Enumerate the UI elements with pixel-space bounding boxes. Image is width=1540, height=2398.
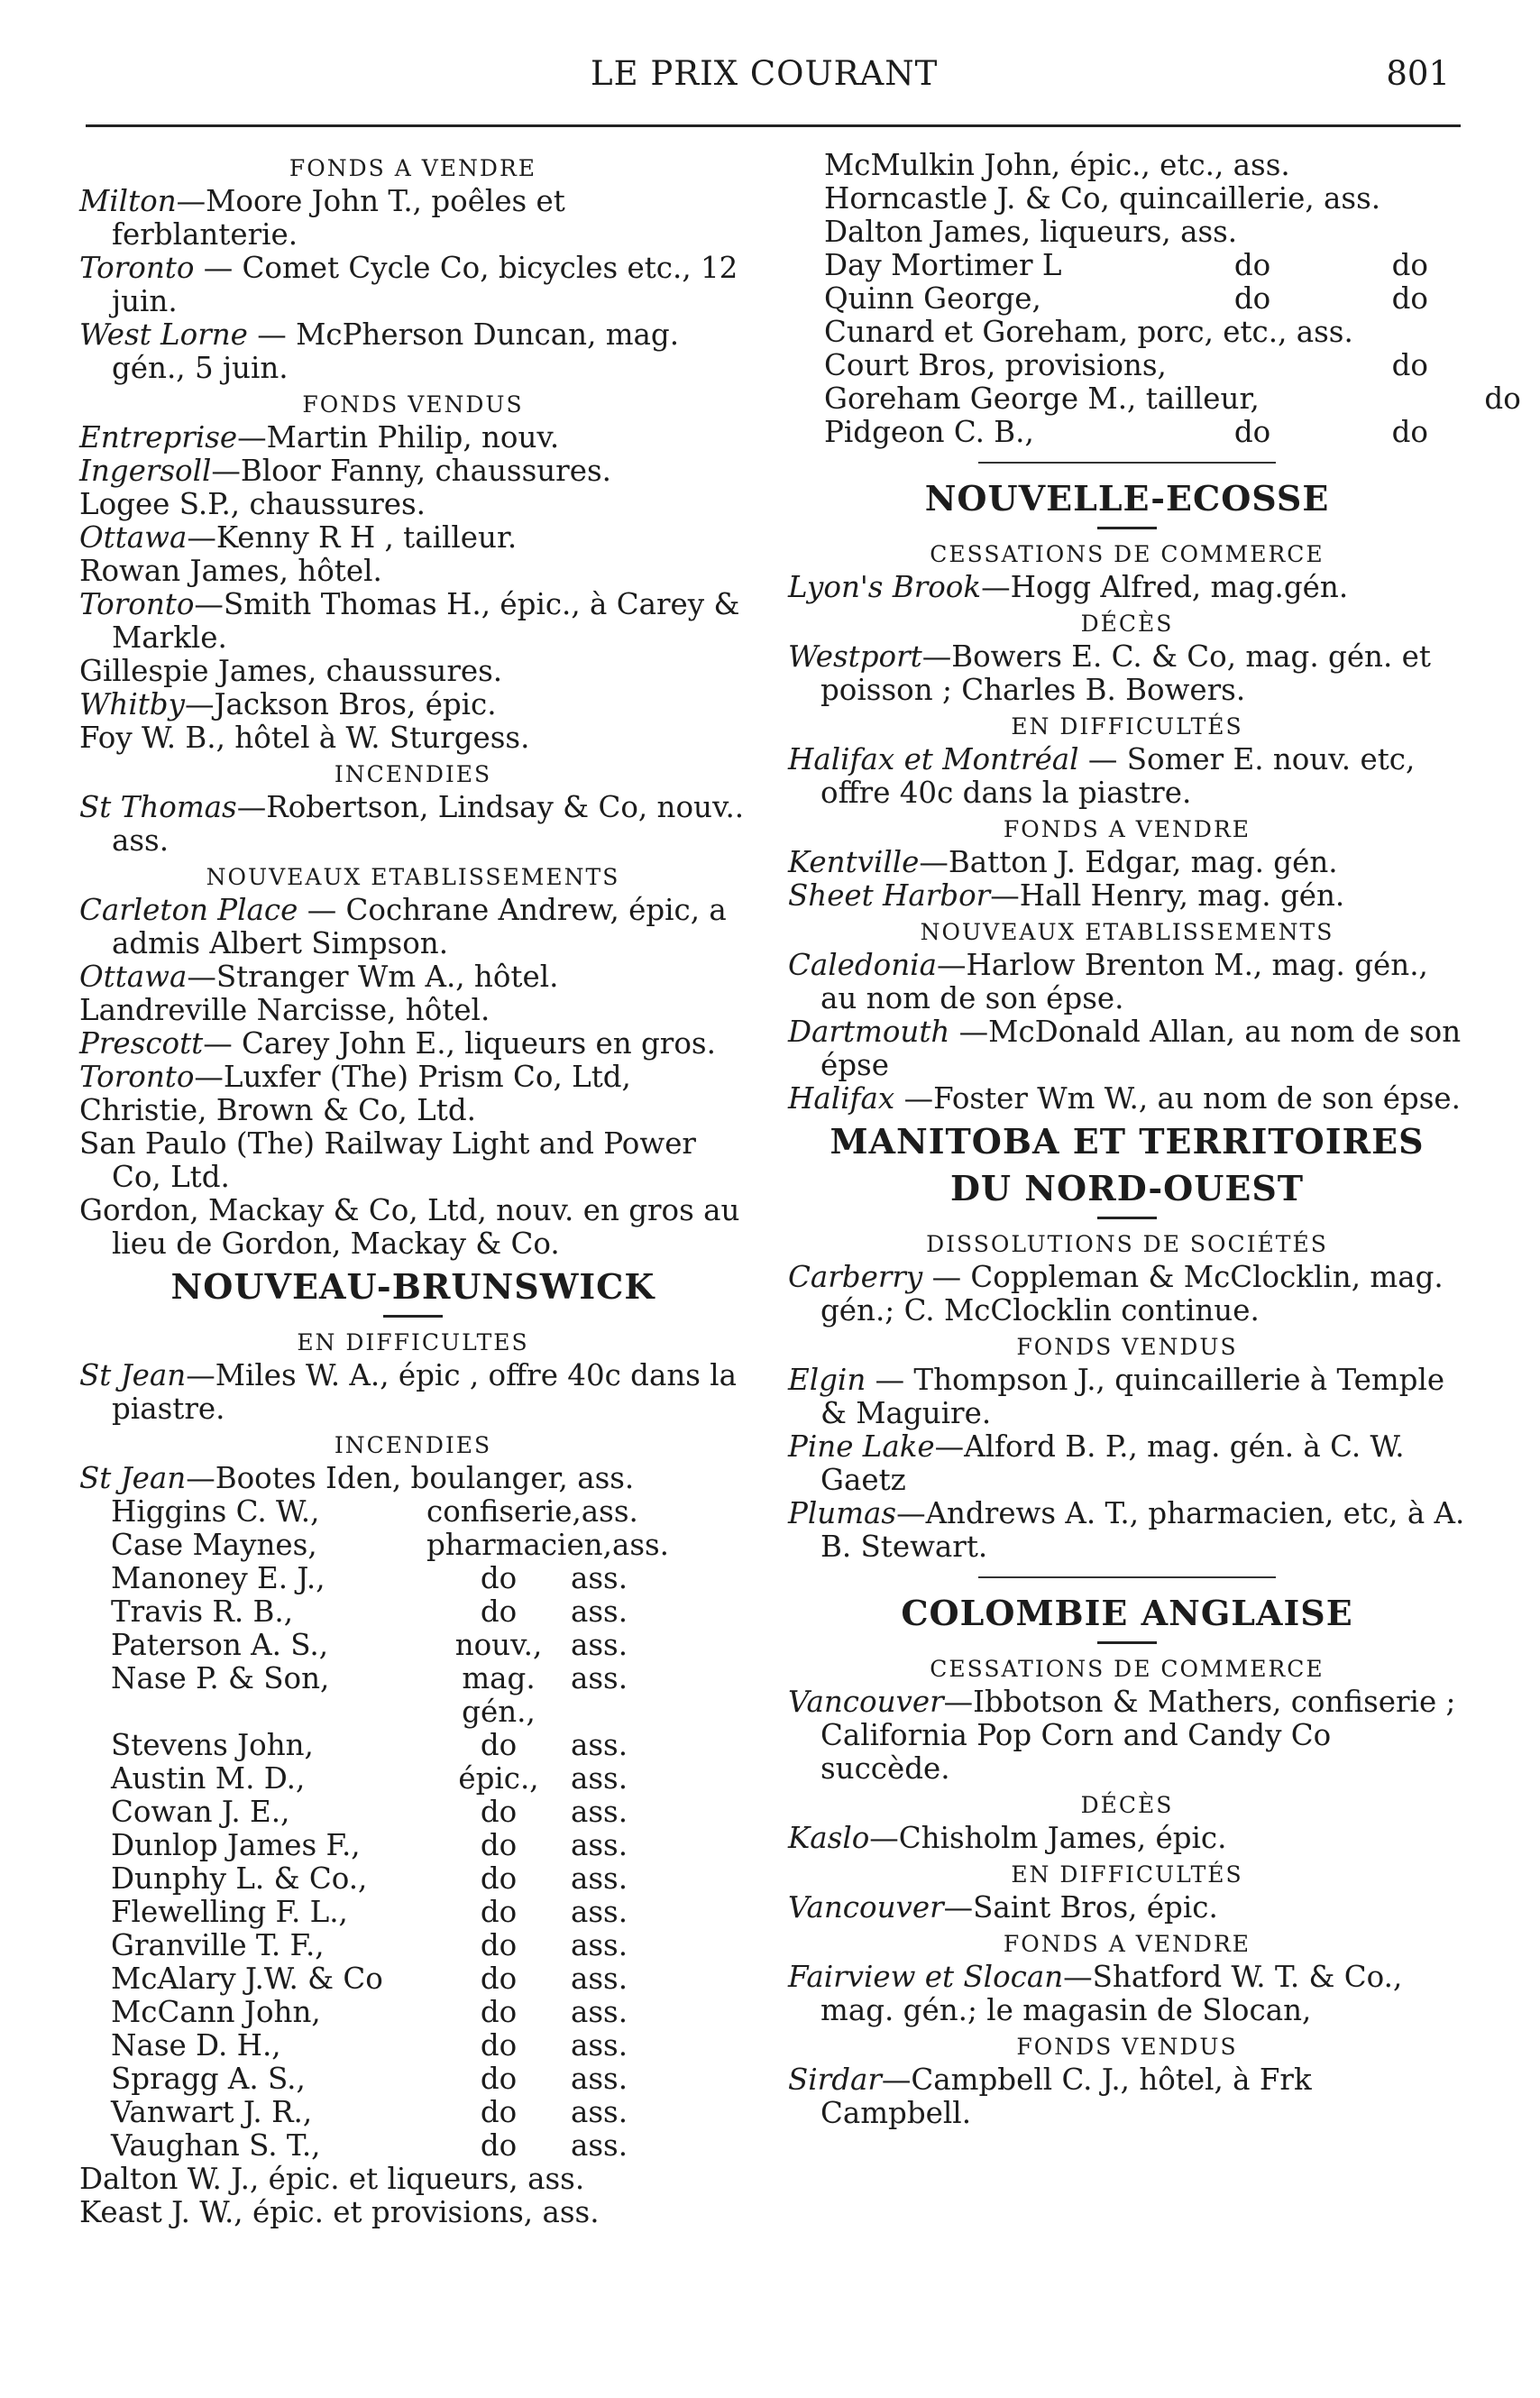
listing-entry: Lyon's Brook—Hogg Alfred, mag.gén. [788,570,1349,604]
listing-row [79,2096,747,2129]
listing-entry: Milton—Moore John T., poêles et ferblanterie. [79,184,565,252]
section-rule [1097,1217,1157,1219]
section-heading: DÉCÈS [1080,611,1174,637]
listing-entry: Plumas—Andrews A. T., pharmacien, etc, à A. B. Stewart. [788,1496,1465,1564]
listing-name: Austin M. D., [111,1761,306,1796]
listing-trade [1380,182,1540,216]
header-rule [86,124,1461,127]
listing-status: ass. [571,2028,628,2063]
listing-entry: Landreville Narcisse, hôtel. [79,993,490,1027]
listing-trade [1353,316,1525,349]
listing-trade: do [480,1928,518,1962]
province-heading: COLOMBIE ANGLAISE [901,1593,1353,1633]
listing-row [788,249,1466,282]
listing-trade: confiserie, [426,1494,582,1529]
listing-trade: épic., [458,1761,539,1796]
listing-entry: Gordon, Mackay & Co, Ltd, nouv. en gros au lieu de Gordon, Mackay & Co. [79,1193,740,1261]
section-heading: INCENDIES [334,761,492,787]
listing-entry: Entreprise—Martin Philip, nouv. [79,420,560,455]
section-heading: EN DIFFICULTÉS [1011,713,1243,740]
listing-name: Nase P. & Son, [111,1661,330,1695]
right-column [788,148,1521,2130]
listing-trade [1290,149,1462,182]
listing-trade [1260,382,1431,416]
continued-listing [788,148,1521,449]
listing-entry: Toronto—Luxfer (The) Prism Co, Ltd, [79,1060,631,1094]
listing-name: Quinn George, [824,281,1041,316]
listing-name: Nase D. H., [111,2028,281,2063]
listing-trade: do [480,2128,518,2163]
listing-trade: do [480,1795,518,1829]
page-header [0,54,1540,108]
listing-entry: Prescott— Carey John E., liqueurs en gros. [79,1026,716,1061]
listing-name: Paterson A. S., [111,1628,329,1662]
section-heading: INCENDIES [334,1432,492,1458]
listing-status: ass. [571,1995,628,2029]
listing-status: ass. [571,1962,628,1996]
section-heading: CESSATIONS DE COMMERCE [930,1656,1325,1682]
listing-row [788,316,1466,349]
listing-entry: Caledonia—Harlow Brenton M., mag. gén., au nom de son épse. [788,948,1428,1015]
listing-trade: do [480,1728,518,1762]
listing-entry: Logee S.P., chaussures. [79,487,426,521]
listing-name: Pidgeon C. B., [824,415,1034,449]
listing-status: ass. [571,1594,628,1629]
listing-entry: Rowan James, hôtel. [79,554,382,588]
listing-trade: do [480,2062,518,2096]
listing-name: Dunphy L. & Co., [111,1861,368,1896]
listing-name: Cowan J. E., [111,1795,290,1829]
listing-status: ass. [611,1528,670,1562]
section-heading: DÉCÈS [1080,1792,1174,1818]
listing-trade: do [1233,248,1271,282]
section-rule [1097,1641,1157,1644]
listing-row [79,1929,747,1962]
listing-entry: Halifax —Foster Wm W., au nom de son épse. [788,1081,1461,1116]
section-heading: EN DIFFICULTES [297,1329,529,1355]
listing-trade: do [480,1995,518,2029]
listing-entry: St Jean—Miles W. A., épic , offre 40c dans la piastre. [79,1358,738,1426]
listing-row [788,416,1466,449]
listing-row [79,1595,747,1629]
listing-status [1525,316,1540,349]
listing-trade: do [480,1594,518,1629]
section-rule [978,462,1276,464]
listing-entry: Carleton Place — Cochrane Andrew, épic, a admis Albert Simpson. [79,893,727,960]
listing-status: ass. [571,2095,628,2129]
listing-status: do [1391,248,1428,282]
listing-status: do [1484,381,1521,416]
listing-status: ass. [571,1661,628,1695]
listing-status: ass. [571,1561,628,1595]
listing-entry: Sirdar—Campbell C. J., hôtel, à Frk Campbell. [788,2063,1312,2130]
province-heading: NOUVELLE-ECOSSE [924,478,1330,519]
listing-entry: Toronto—Smith Thomas H., épic., à Carey & Markle. [79,587,740,655]
listing-status: ass. [571,1761,628,1796]
listing-trade: do [480,1962,518,1996]
journal-title: LE PRIX COURANT [591,54,939,93]
listing-name: Goreham George M., tailleur, [824,381,1260,416]
listing-entry: Pine Lake—Alford B. P., mag. gén. à C. W. Gaetz [788,1429,1405,1497]
listing-status: ass. [571,1728,628,1762]
section-rule [978,1576,1276,1578]
listing-row [788,216,1466,249]
listing-entry: Dartmouth —McDonald Allan, au nom de son épse [788,1015,1462,1082]
listing-status: ass. [571,2128,628,2163]
listing-row [79,1729,747,1762]
listing-status: ass. [581,1494,638,1529]
listing-entry: Carberry — Coppleman & McClocklin, mag. gén.; C. McClocklin continue. [788,1260,1444,1328]
listing-status: ass. [571,1628,628,1662]
listing-entry: San Paulo (The) Railway Light and Power Co, Ltd. [79,1126,696,1194]
listing-entry: St Thomas—Robertson, Lindsay & Co, nouv.. ass. [79,790,745,858]
listing-entry: Foy W. B., hôtel à W. Sturgess. [79,721,530,755]
listing-trade [1237,216,1408,249]
listing-row [788,349,1466,382]
listing-trade: nouv., [454,1628,543,1662]
listing-entry: St Jean—Bootes Iden, boulanger, ass. [79,1461,635,1495]
listing-name: Vanwart J. R., [111,2095,313,2129]
listing-row [79,2129,747,2163]
section-heading: FONDS VENDUS [1016,2034,1238,2060]
listing-status: do [1391,348,1428,382]
listing-row [79,1829,747,1862]
listing-entry: Dalton W. J., épic. et liqueurs, ass. [79,2162,585,2196]
listing-entry: Gillespie James, chaussures. [79,654,503,688]
page-number: 801 [1386,54,1450,93]
listing-name: McMulkin John, épic., etc., ass. [824,148,1290,182]
listing-trade: do [480,1895,518,1929]
listing-name: Horncastle J. & Co, quincaillerie, ass. [824,181,1381,216]
listing-entry: Toronto — Comet Cycle Co, bicycles etc., 12 juin. [79,251,738,318]
listing-entry: Halifax et Montréal — Somer E. nouv. etc, offre 40c dans la piastre. [788,742,1416,810]
listing-entry: Vancouver—Ibbotson & Mathers, confiserie ; California Pop Corn and Candy Co succède. [788,1685,1456,1786]
section-heading: NOUVEAUX ETABLISSEMENTS [920,919,1334,945]
listing-row [79,1762,747,1796]
section-heading: FONDS VENDUS [1016,1334,1238,1360]
listing-name: Travis R. B., [111,1594,294,1629]
listing-trade: do [480,1561,518,1595]
listing-status: do [1391,281,1428,316]
listing-row [79,2063,747,2096]
listing-name: Granville T. F., [111,1928,325,1962]
listing-row [79,1529,747,1562]
section-heading: DISSOLUTIONS DE SOCIÉTÉS [926,1231,1328,1257]
listing-entry: Christie, Brown & Co, Ltd. [79,1093,476,1127]
listing-name: Vaughan S. T., [111,2128,321,2163]
listing-status: ass. [571,1861,628,1896]
listing-row [79,1562,747,1595]
listing-trade: do [480,1861,518,1896]
listing-trade: do [1233,415,1271,449]
listing-trade [1167,349,1338,382]
listing-row [79,2029,747,2063]
listing-name: Manoney E. J., [111,1561,325,1595]
listing-trade: pharmacien, [426,1528,612,1562]
section-heading: FONDS A VENDRE [1003,1931,1251,1957]
listing-trade: mag. gén., [462,1661,536,1729]
listing-status: do [1391,415,1428,449]
province-heading: DU NORD-OUEST [949,1168,1305,1208]
listing-name: Dunlop James F., [111,1828,361,1862]
listing-row [79,1796,747,1829]
listing-row [788,182,1466,216]
listing-row [788,381,1521,416]
listing-trade: do [480,2095,518,2129]
listing-entry: Kaslo—Chisholm James, épic. [788,1821,1227,1855]
listing-row [79,1896,747,1929]
listing-entry: Vancouver—Saint Bros, épic. [788,1890,1218,1925]
listing-status: ass. [571,2062,628,2096]
listing-status: ass. [571,1928,628,1962]
listing-status [1408,216,1499,249]
listing-name: Court Bros, provisions, [824,348,1167,382]
listing-name: Case Maynes, [111,1528,317,1562]
fire-listing [79,1495,747,2163]
listing-entry: Kentville—Batton J. Edgar, mag. gén. [788,845,1338,879]
listing-name: Flewelling F. L., [111,1895,348,1929]
listing-name: Stevens John, [111,1728,314,1762]
province-heading: NOUVEAU-BRUNSWICK [170,1266,655,1307]
listing-name: McCann John, [111,1995,321,2029]
listing-entry: Elgin — Thompson J., quincaillerie à Temple & Maguire. [788,1363,1445,1430]
listing-name: Day Mortimer L [824,248,1062,282]
listing-trade: do [480,1828,518,1862]
listing-entry: Whitby—Jackson Bros, épic. [79,687,497,721]
listing-status [1462,149,1540,182]
listing-status: ass. [571,1828,628,1862]
listing-row [788,149,1466,182]
listing-name: Spragg A. S., [111,2062,306,2096]
listing-row [79,1962,747,1996]
listing-entry: Keast J. W., épic. et provisions, ass. [79,2195,600,2229]
left-column [79,149,747,2229]
listing-row [79,1629,747,1662]
section-rule [1097,527,1157,529]
section-heading: FONDS A VENDRE [1003,816,1251,842]
listing-name: Dalton James, liqueurs, ass. [824,215,1238,249]
listing-row [79,1662,747,1729]
listing-entry: Ottawa—Kenny R H , tailleur. [79,520,518,555]
section-heading: EN DIFFICULTÉS [1011,1861,1243,1888]
listing-row [79,1996,747,2029]
listing-name: McAlary J.W. & Co [111,1962,383,1996]
listing-row [79,1862,747,1896]
listing-row [79,1495,747,1529]
listing-entry: Sheet Harbor—Hall Henry, mag. gén. [788,878,1345,913]
section-heading: FONDS A VENDRE [289,155,537,181]
section-rule [383,1315,443,1318]
province-heading: MANITOBA ET TERRITOIRES [830,1121,1425,1162]
listing-status: ass. [571,1895,628,1929]
listing-name: Cunard et Goreham, porc, etc., ass. [824,315,1353,349]
listing-entry: Westport—Bowers E. C. & Co, mag. gén. et poisson ; Charles B. Bowers. [788,639,1431,707]
listing-entry: Ingersoll—Bloor Fanny, chaussures. [79,454,611,488]
listing-name: Higgins C. W., [111,1494,320,1529]
listing-entry: West Lorne — McPherson Duncan, mag. gén., 5 juin. [79,317,680,385]
listing-row [788,282,1466,316]
listing-entry: Ottawa—Stranger Wm A., hôtel. [79,960,559,994]
listing-trade: do [1233,281,1271,316]
section-heading: CESSATIONS DE COMMERCE [930,541,1325,567]
section-heading: NOUVEAUX ETABLISSEMENTS [206,864,620,890]
listing-trade: do [480,2028,518,2063]
section-heading: FONDS VENDUS [302,391,524,418]
listing-entry: Fairview et Slocan—Shatford W. T. & Co., mag. gén.; le magasin de Slocan, [788,1960,1403,2027]
listing-status: ass. [571,1795,628,1829]
